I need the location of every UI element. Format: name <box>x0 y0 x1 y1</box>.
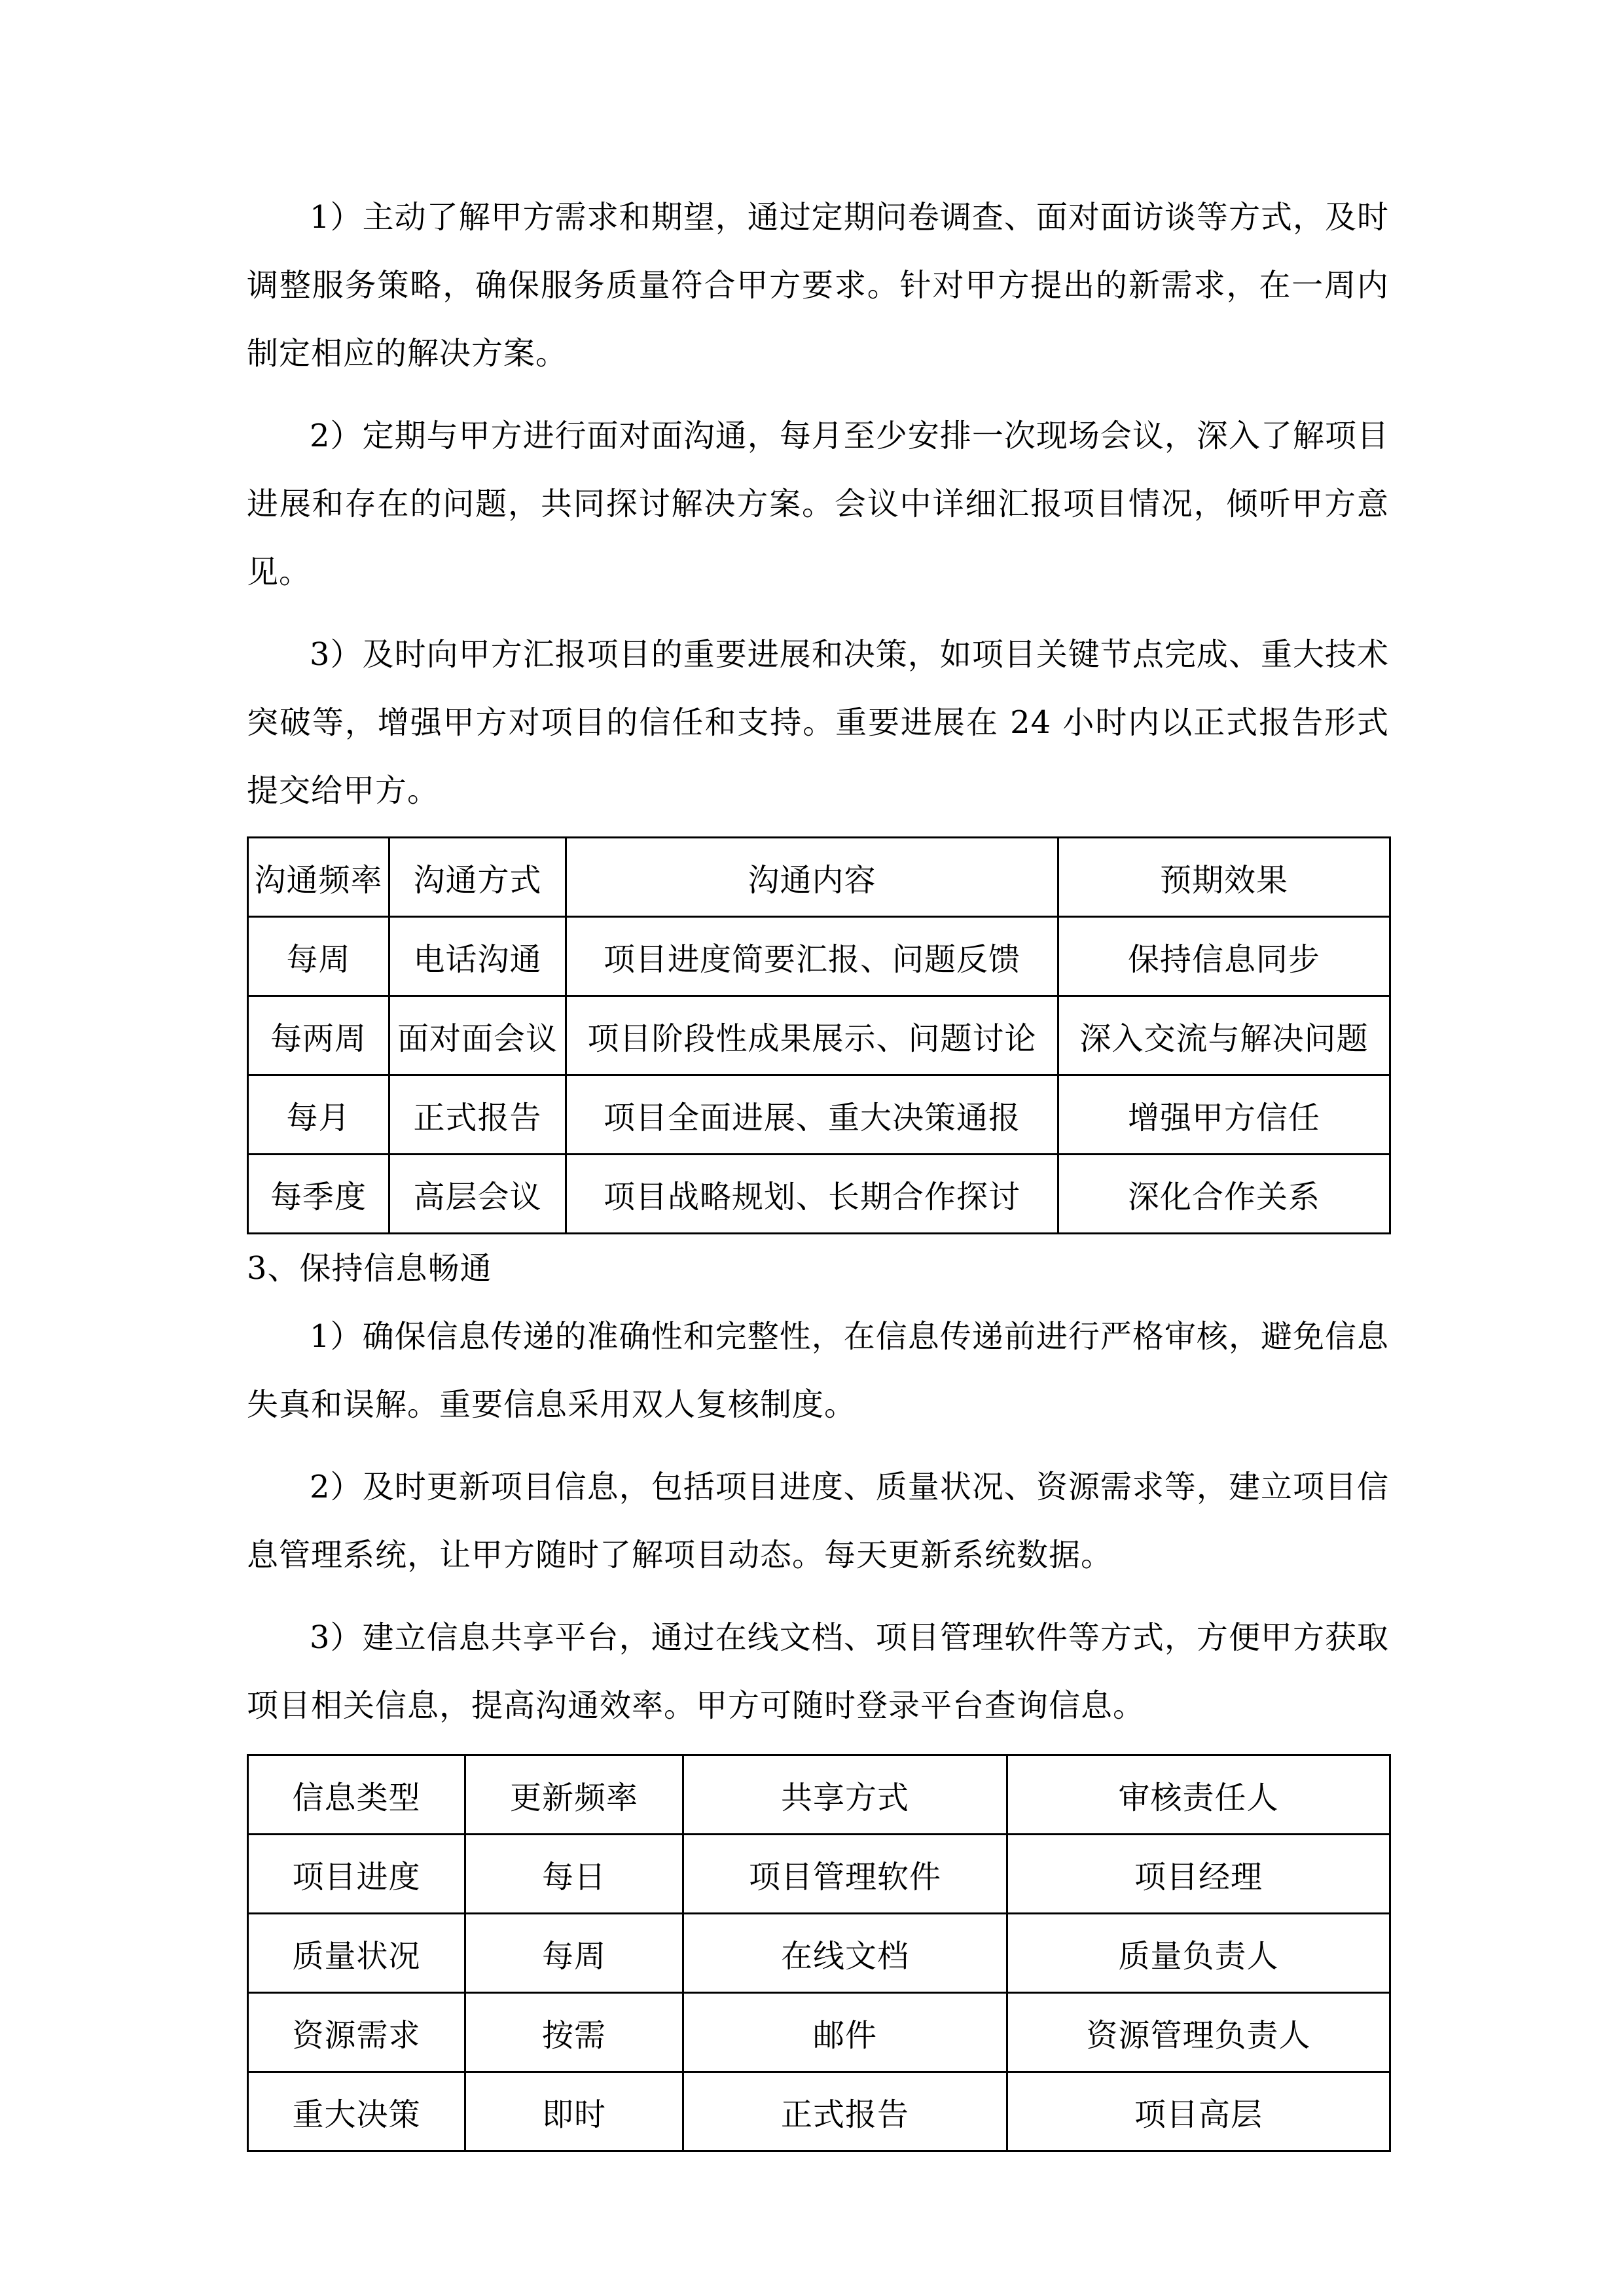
table-cell: 资源需求 <box>248 1993 465 2072</box>
table-cell: 项目高层 <box>1007 2072 1390 2151</box>
table-row <box>248 917 1390 996</box>
table-cell: 正式报告 <box>389 1075 566 1155</box>
table-header-cell: 信息类型 <box>248 1755 465 1835</box>
table-cell: 正式报告 <box>683 2072 1007 2151</box>
paragraph-section3-3: 3）建立信息共享平台，通过在线文档、项目管理软件等方式，方便甲方获取项目相关信息，提高沟通效率。甲方可随时登录平台查询信息。 <box>247 1619 1389 1724</box>
paragraph-section2-1: 1）主动了解甲方需求和期望，通过定期问卷调查、面对面访谈等方式，及时调整服务策略，确保服务质量符合甲方要求。针对甲方提出的新需求，在一周内制定相应的解决方案。 <box>247 199 1389 372</box>
communication-table <box>247 836 1391 1234</box>
table-cell: 深化合作关系 <box>1058 1155 1390 1234</box>
document-page <box>247 183 1389 2152</box>
paragraph-section2-2: 2）定期与甲方进行面对面沟通，每月至少安排一次现场会议，深入了解项目进展和存在的问题，共同探讨解决方案。会议中详细汇报项目情况，倾听甲方意见。 <box>247 418 1389 590</box>
table-cell: 项目战略规划、长期合作探讨 <box>566 1155 1058 1234</box>
table-row <box>248 1155 1390 1234</box>
table-cell: 每周 <box>465 1914 683 1993</box>
table-cell: 项目进度简要汇报、问题反馈 <box>566 917 1058 996</box>
table-header-cell: 沟通内容 <box>566 838 1058 917</box>
table-cell: 项目阶段性成果展示、问题讨论 <box>566 996 1058 1075</box>
table-cell: 项目进度 <box>248 1835 465 1914</box>
table-cell: 每两周 <box>248 996 389 1075</box>
table-cell: 每月 <box>248 1075 389 1155</box>
table-header-row <box>248 1755 1390 1835</box>
table-header-cell: 审核责任人 <box>1007 1755 1390 1835</box>
table-header-cell: 预期效果 <box>1058 838 1390 917</box>
table-row <box>248 1835 1390 1914</box>
table-row <box>248 996 1390 1075</box>
table-cell: 高层会议 <box>389 1155 566 1234</box>
table-cell: 每周 <box>248 917 389 996</box>
table-cell: 邮件 <box>683 1993 1007 2072</box>
section-heading: 3、保持信息畅通 <box>247 1250 492 1287</box>
table-cell: 每季度 <box>248 1155 389 1234</box>
table-row <box>248 1075 1390 1155</box>
table-row <box>248 1914 1390 1993</box>
table-cell: 电话沟通 <box>389 917 566 996</box>
table-cell: 即时 <box>465 2072 683 2151</box>
table-header-cell: 沟通方式 <box>389 838 566 917</box>
table-cell: 资源管理负责人 <box>1007 1993 1390 2072</box>
table-cell: 项目经理 <box>1007 1835 1390 1914</box>
table-cell: 质量负责人 <box>1007 1914 1390 1993</box>
table-cell: 在线文档 <box>683 1914 1007 1993</box>
table-row <box>248 2072 1390 2151</box>
table-cell: 项目管理软件 <box>683 1835 1007 1914</box>
table-header-cell: 沟通频率 <box>248 838 389 917</box>
table-cell: 按需 <box>465 1993 683 2072</box>
table-row <box>248 1993 1390 2072</box>
information-table <box>247 1754 1391 2152</box>
table-cell: 重大决策 <box>248 2072 465 2151</box>
table-cell: 保持信息同步 <box>1058 917 1390 996</box>
paragraph-section3-1: 1）确保信息传递的准确性和完整性，在信息传递前进行严格审核，避免信息失真和误解。重要信息采用双人复核制度。 <box>247 1318 1389 1423</box>
table-cell: 质量状况 <box>248 1914 465 1993</box>
table-cell: 深入交流与解决问题 <box>1058 996 1390 1075</box>
table-header-cell: 更新频率 <box>465 1755 683 1835</box>
table-cell: 面对面会议 <box>389 996 566 1075</box>
table-header-row <box>248 838 1390 917</box>
paragraph-section2-3: 3）及时向甲方汇报项目的重要进展和决策，如项目关键节点完成、重大技术突破等，增强甲方对项目的信任和支持。重要进展在 24 小时内以正式报告形式提交给甲方。 <box>247 636 1389 809</box>
paragraph-section3-2: 2）及时更新项目信息，包括项目进度、质量状况、资源需求等，建立项目信息管理系统，让甲方随时了解项目动态。每天更新系统数据。 <box>247 1469 1389 1573</box>
table-cell: 项目全面进展、重大决策通报 <box>566 1075 1058 1155</box>
table-header-cell: 共享方式 <box>683 1755 1007 1835</box>
table-cell: 每日 <box>465 1835 683 1914</box>
table-cell: 增强甲方信任 <box>1058 1075 1390 1155</box>
